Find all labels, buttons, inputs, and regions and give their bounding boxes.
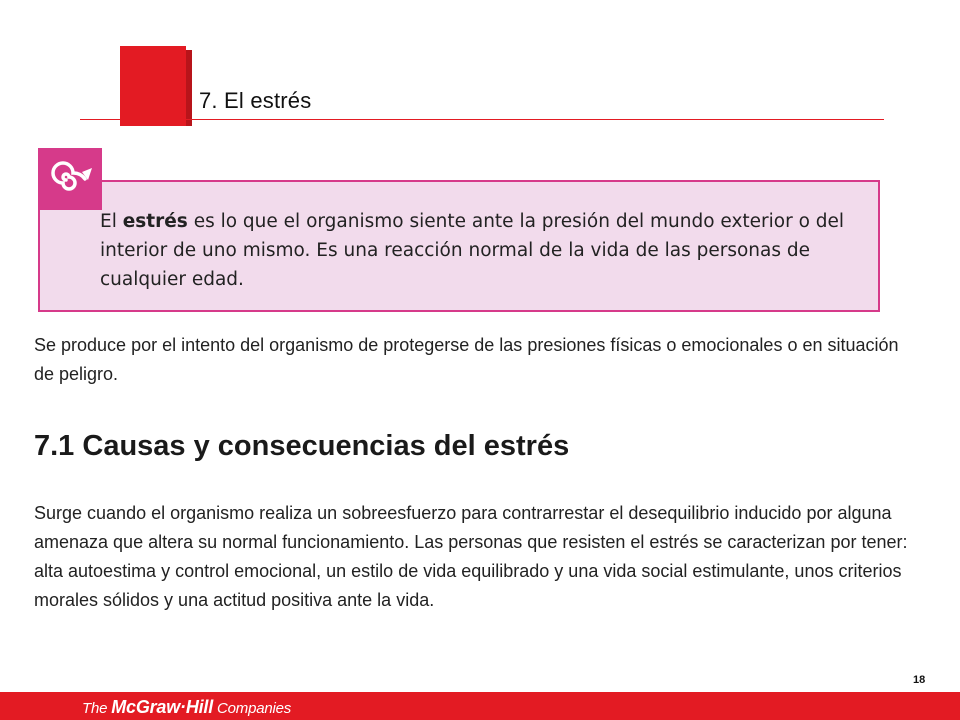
header-red-tab xyxy=(120,46,186,126)
section-heading: 7.1 Causas y consecuencias del estrés xyxy=(34,430,570,462)
definition-icon-badge xyxy=(38,148,102,210)
page-number: 18 xyxy=(913,674,926,686)
section-paragraph: Surge cuando el organismo realiza un sobreesfuerzo para contrarrestar el desequilibrio inducido por alguna amenaza que altera su normal funcionamiento. Las personas que resisten el estrés se caracterizan por tener: alta autoestima y control emocional, un estilo de vida equilibrado y una vida social estimulante, unos criterios morales sólidos y una actitud positiva ante la vida. xyxy=(34,503,908,610)
logo-name: McGraw·Hill xyxy=(111,697,214,717)
publisher-logo xyxy=(82,697,291,718)
definition-term: estrés xyxy=(122,211,188,232)
spiral-arrow-icon xyxy=(44,154,96,204)
intro-paragraph: Se produce por el intento del organismo de protegerse de las presiones físicas o emocionales o en situación de peligro. xyxy=(34,335,899,384)
logo-companies: Companies xyxy=(213,700,292,717)
definition-text xyxy=(100,207,870,294)
definition-rest: es lo que el organismo siente ante la presión del mundo exterior o del interior de uno mismo. Es una reacción normal de la vida de las personas de cualquier edad. xyxy=(100,211,845,290)
logo-the: The xyxy=(82,700,112,717)
definition-lead: El xyxy=(100,211,123,232)
page-title: 7. El estrés xyxy=(199,88,312,113)
header-divider xyxy=(80,119,884,120)
